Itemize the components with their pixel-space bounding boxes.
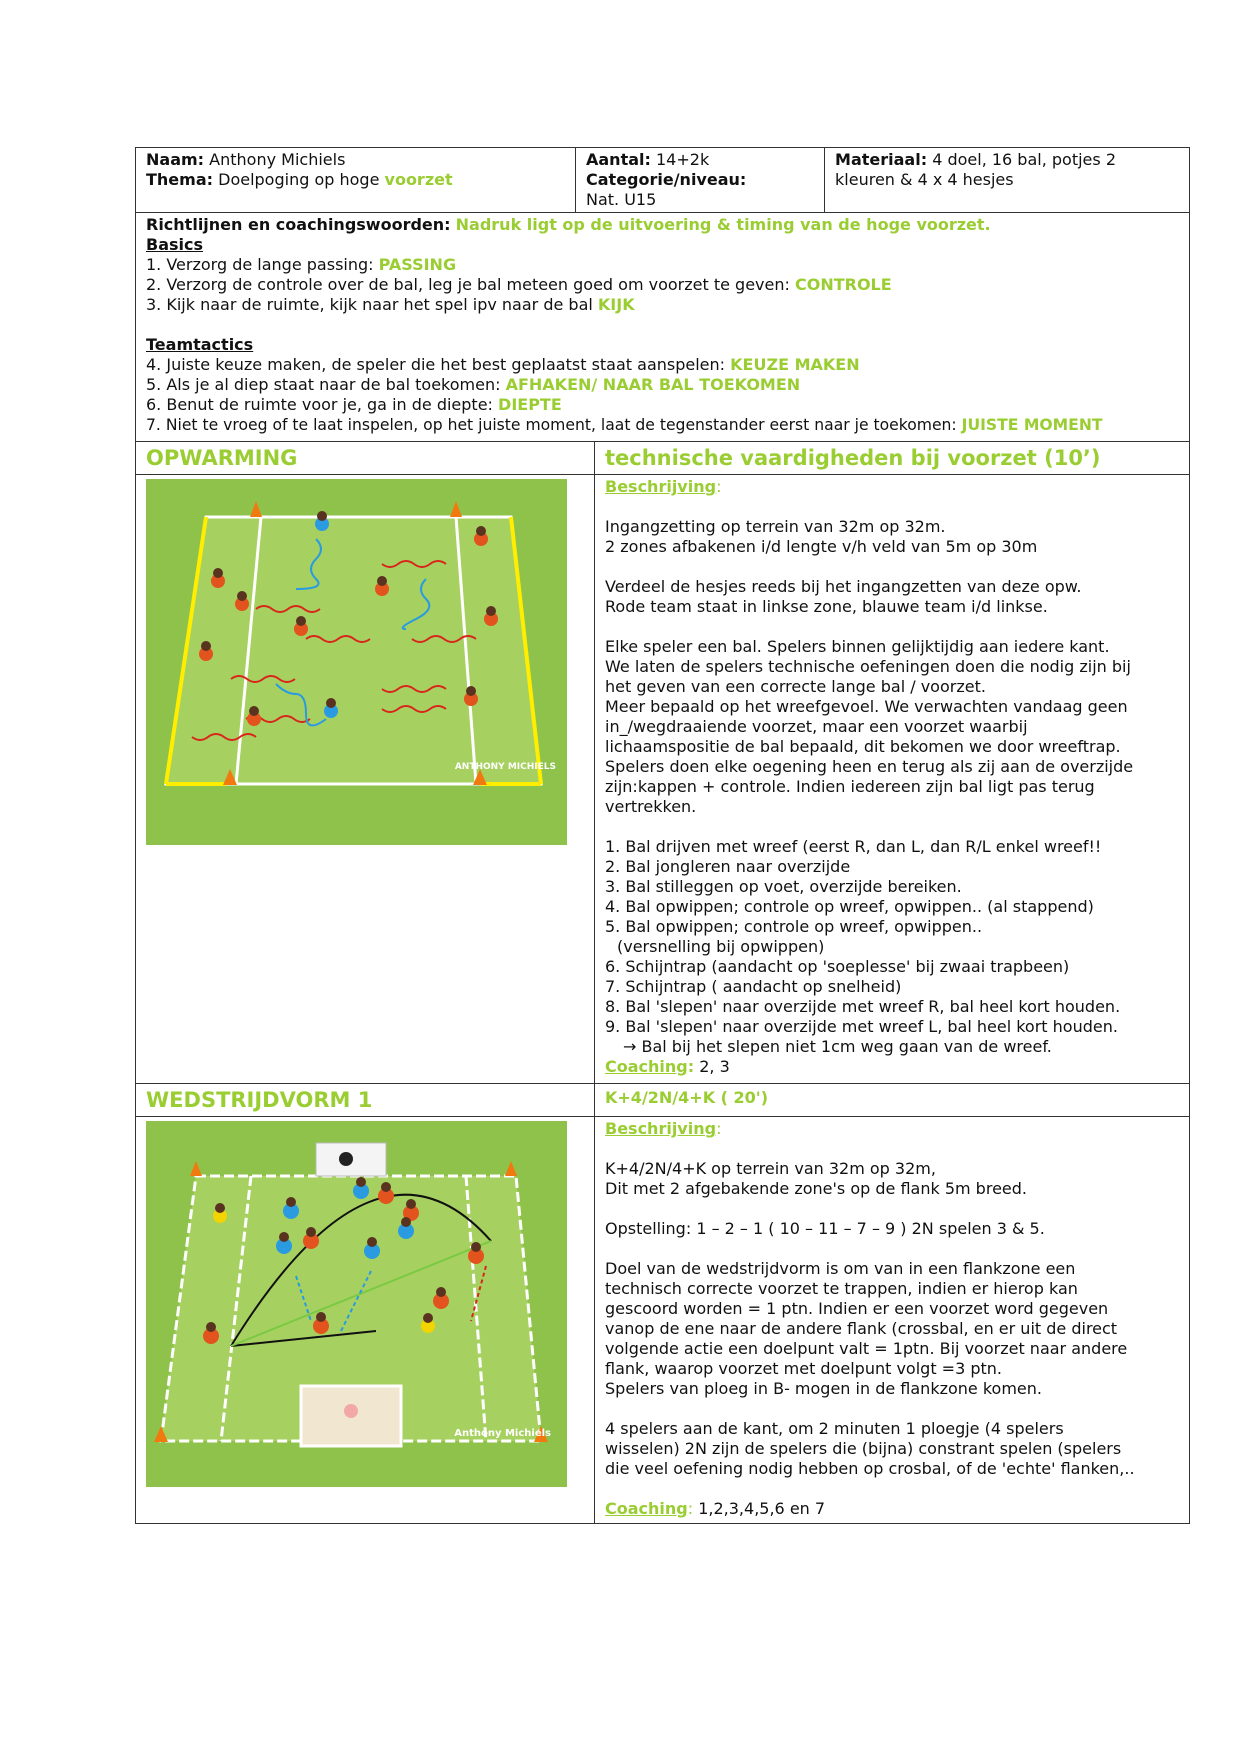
diagram-watermark: Anthony Michiels bbox=[454, 1428, 551, 1439]
wedstrijdvorm-text-cell: Beschrijving: K+4/2N/4+K op terrein van 32m op 32m, Dit met 2 afgebakende zone's op de flank 5m breed. Opstelling: 1 – 2 – 1 ( 10 – 11 – 7 – 9 ) 2N spelen 3 & 5. Doel van de wedstrijdvorm is om van in een flankzone een technisch correcte voorzet te trappen, indien er hierop kan gescoord worden = 1 ptn. Indien er een voorzet word gegeven vanop de ene naar de andere flank (crossbal, en er uit de direct volgende actie een doelpunt valt = 1ptn. Bij voorzet naar andere flank, waarop voorzet met doelpunt volgt =3 ptn. Spelers van ploeg in B- mogen in de flankzone komen. 4 spelers aan de kant, om 2 minuten 1 ploegje (4 spelers wisselen) 2N zijn de spelers die (bijna) constrant spelen (spelers die veel oefening nodig hebben op crosbal, of de 'echte' flanken,.. Coaching: 1,2,3,4,5,6 en 7 bbox=[595, 1117, 1190, 1524]
opwarming-title-row bbox=[136, 442, 1190, 475]
aantal-label: Aantal: bbox=[586, 150, 651, 169]
goalkeeper-bottom bbox=[344, 1404, 358, 1418]
step-item: 3. Bal stilleggen op voet, overzijde bereiken. bbox=[605, 877, 962, 896]
coaching-label: Coaching bbox=[605, 1057, 688, 1076]
wedstrijdvorm-subtitle: K+4/2N/4+K ( 20') bbox=[595, 1084, 1190, 1117]
coaching-value: 1,2,3,4,5,6 en 7 bbox=[698, 1499, 826, 1518]
step-item: 7. Schijntrap ( aandacht op snelheid) bbox=[605, 977, 902, 996]
wedstrijdvorm-pitch-diagram bbox=[146, 1121, 567, 1487]
opwarming-content-row bbox=[136, 475, 1190, 1084]
beschrijving-label: Beschrijving bbox=[605, 477, 717, 496]
diagram-watermark: ANTHONY MICHIELS bbox=[454, 762, 556, 772]
coaching-label: Coaching bbox=[605, 1499, 688, 1518]
coaching-value: 2, 3 bbox=[699, 1057, 730, 1076]
naam-value: Anthony Michiels bbox=[209, 150, 346, 169]
session-sheet bbox=[135, 147, 1189, 1524]
header-row bbox=[136, 148, 1190, 213]
beschrijving-label: Beschrijving bbox=[605, 1119, 717, 1138]
opwarming-pitch-diagram bbox=[146, 479, 567, 845]
step-item: 8. Bal 'slepen' naar overzijde met wreef R, bal heel kort houden. bbox=[605, 997, 1121, 1016]
thema-label: Thema: bbox=[146, 170, 214, 189]
categorie-value: Nat. U15 bbox=[586, 190, 657, 209]
thema-highlight: voorzet bbox=[384, 170, 453, 189]
materiaal-label: Materiaal: bbox=[835, 150, 928, 169]
step-item: 4. Bal opwippen; controle op wreef, opwippen.. (al stappend) bbox=[605, 897, 1094, 916]
richtlijnen-focus: Nadruk ligt op de uitvoering & timing van de hoge voorzet. bbox=[455, 215, 991, 234]
opwarming-title: OPWARMING bbox=[136, 442, 595, 475]
aantal-cell bbox=[576, 148, 825, 213]
step-item: (versnelling bij opwippen) bbox=[617, 937, 825, 956]
materiaal-value: 4 doel, 16 bal, potjes 2 kleuren & 4 x 4 hesjes bbox=[835, 150, 1116, 189]
basics-title: Basics bbox=[146, 235, 204, 254]
materiaal-cell bbox=[825, 148, 1190, 213]
wedstrijdvorm-diagram-cell bbox=[136, 1117, 595, 1524]
opwarming-subtitle: technische vaardigheden bij voorzet (10’) bbox=[595, 442, 1190, 475]
teamtactics-item: 6. Benut de ruimte voor je, ga in de diepte: DIEPTE bbox=[146, 395, 562, 414]
thema-value: Doelpoging op hoge bbox=[218, 170, 380, 189]
richtlijnen-label: Richtlijnen en coachingswoorden: bbox=[146, 215, 451, 234]
richtlijnen-cell bbox=[136, 213, 1190, 442]
wedstrijdvorm-title: WEDSTRIJDVORM 1 bbox=[136, 1084, 595, 1117]
categorie-label: Categorie/niveau: bbox=[586, 170, 747, 189]
step-item: 9. Bal 'slepen' naar overzijde met wreef L, bal heel kort houden. bbox=[605, 1017, 1118, 1036]
wedstrijdvorm-title-row bbox=[136, 1084, 1190, 1117]
goalkeeper-top bbox=[339, 1152, 353, 1166]
aantal-value: 14+2k bbox=[656, 150, 710, 169]
step-item: 6. Schijntrap (aandacht op 'soeplesse' bij zwaai trapbeen) bbox=[605, 957, 1070, 976]
step-item: → Bal bij het slepen niet 1cm weg gaan van de wreef. bbox=[623, 1037, 1052, 1056]
opwarming-diagram-cell bbox=[136, 475, 595, 1084]
basics-item: 3. Kijk naar de ruimte, kijk naar het spel ipv naar de bal KIJK bbox=[146, 295, 635, 314]
step-item: 5. Bal opwippen; controle op wreef, opwippen.. bbox=[605, 917, 983, 936]
step-item: 2. Bal jongleren naar overzijde bbox=[605, 857, 851, 876]
teamtactics-item: 4. Juiste keuze maken, de speler die het best geplaatst staat aanspelen: KEUZE MAKEN bbox=[146, 355, 860, 374]
wedstrijdvorm-content-row bbox=[136, 1117, 1190, 1524]
naam-label: Naam: bbox=[146, 150, 205, 169]
basics-item: 2. Verzorg de controle over de bal, leg je bal meteen goed om voorzet te geven: CONTROLE bbox=[146, 275, 892, 294]
step-item: 1. Bal drijven met wreef (eerst R, dan L, dan R/L enkel wreef!! bbox=[605, 837, 1102, 856]
basics-item: 1. Verzorg de lange passing: PASSING bbox=[146, 255, 457, 274]
opwarming-text-cell: Beschrijving: Ingangzetting op terrein van 32m op 32m. 2 zones afbakenen i/d lengte v/h veld van 5m op 30m Verdeel de hesjes reeds bij het ingangzetten van deze opw. Rode team staat in linkse zone, blauwe team i/d linkse. Elke speler een bal. Spelers binnen gelijktijdig aan iedere kant. We laten de spelers technische oefeningen doen die nodig zijn bij het geven van een correcte lange bal / voorzet. Meer bepaald op het wreefgevoel. We verwachten vandaag geen in_/wegdraaiende voorzet, maar een voorzet waarbij lichaamspositie de bal bepaald, dit bekomen we door wreeftrap. Spelers doen elke oegening heen en terug als zij aan de overzijde zijn:kappen + controle. Indien iedereen zijn bal ligt pas terug vertrekken. 1. Bal drijven met wreef (eerst R, dan L, dan R/L enkel wreef!! 2. Bal jongleren naar overzijde 3. Bal stilleggen op voet, overzijde bereiken. 4. Bal opwippen; controle op wreef, opwippen.. (al stappend) 5. Bal opwippen; controle op wreef, opwippen.. (versnelling bij opwippen) 6. Schijntrap (aandacht op 'soeplesse' bij zwaai trapbeen) 7. Schijntrap ( aandacht op snelheid) 8. Bal 'slepen' naar overzijde met wreef R, bal heel kort houden. 9. Bal 'slepen' naar overzijde met wreef L, bal heel kort houden. → Bal bij het slepen niet 1cm weg gaan van de wreef. Coaching: 2, 3 bbox=[595, 475, 1190, 1084]
teamtactics-item: 5. Als je al diep staat naar de bal toekomen: AFHAKEN/ NAAR BAL TOEKOMEN bbox=[146, 375, 801, 394]
session-table bbox=[135, 147, 1190, 1524]
naam-cell bbox=[136, 148, 576, 213]
teamtactics-item: 7. Niet te vroeg of te laat inspelen, op het juiste moment, laat de tegenstander eerst naar je toekomen: JUISTE MOMENT bbox=[146, 416, 1103, 434]
teamtactics-title: Teamtactics bbox=[146, 335, 254, 354]
pitch-inner bbox=[166, 517, 541, 784]
richtlijnen-row bbox=[136, 213, 1190, 442]
